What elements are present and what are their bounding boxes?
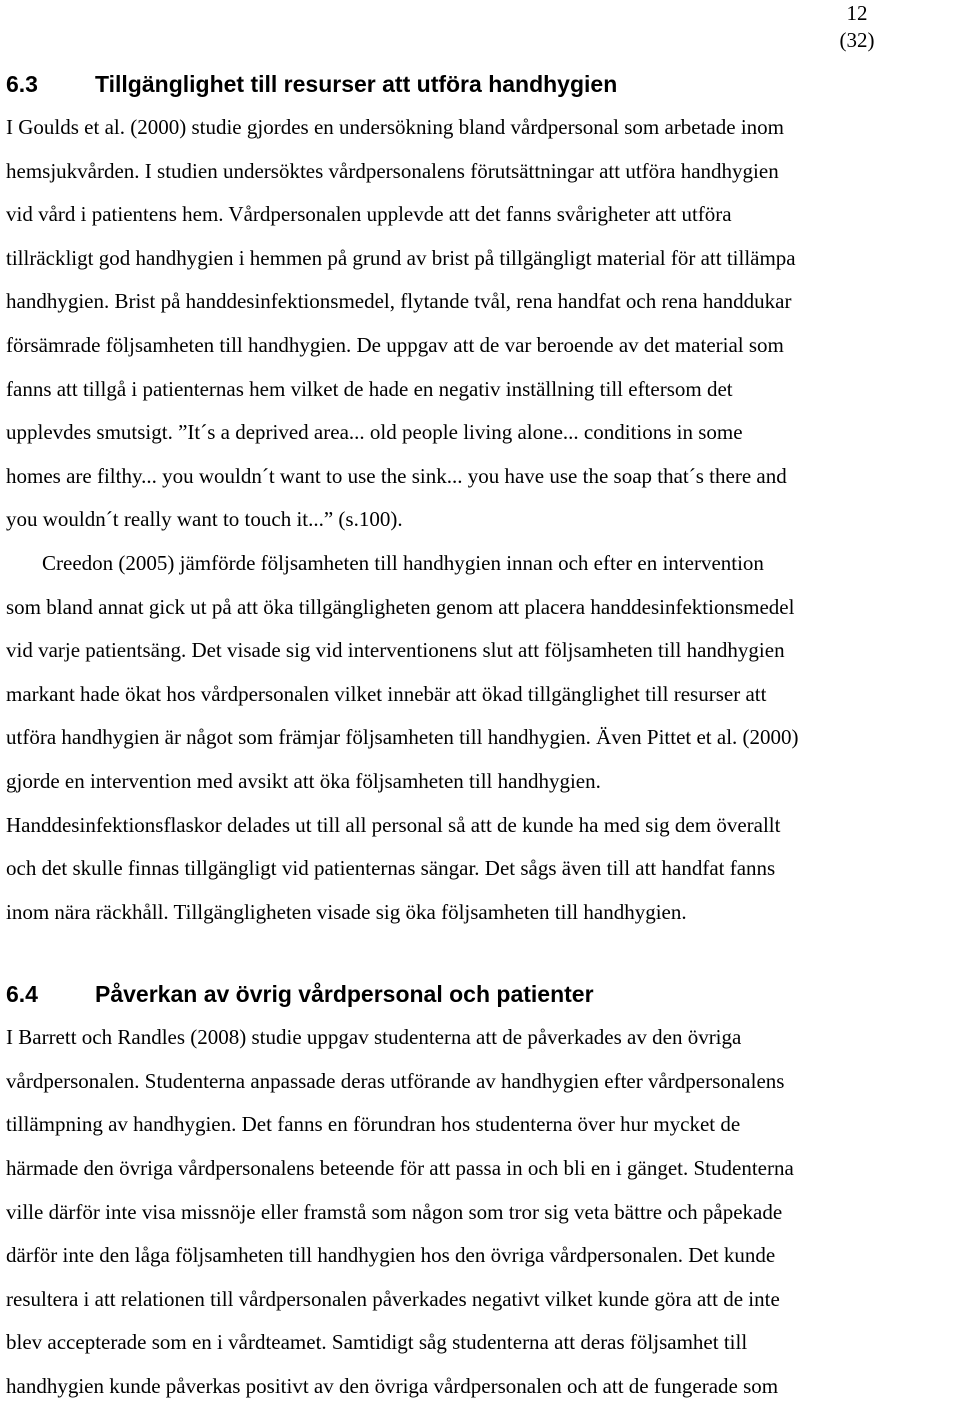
text-line: Handdesinfektionsflaskor delades ut till all personal så att de kunde ha med sig dem överallt bbox=[6, 812, 781, 837]
text-line: utföra handhygien är något som främjar följsamheten till handhygien. Även Pittet et al. (2000) bbox=[6, 725, 799, 750]
text-line: Creedon (2005) jämförde följsamheten till handhygien innan och efter en intervention bbox=[42, 550, 764, 575]
paragraph bbox=[6, 1016, 960, 1408]
text-line: gjorde en intervention med avsikt att öka följsamheten till handhygien. bbox=[6, 768, 601, 793]
text-line: inom nära räckhåll. Tillgängligheten visade sig öka följsamheten till handhygien. bbox=[6, 899, 687, 924]
page-number-current: 12 bbox=[846, 1, 868, 25]
text-line: handhygien kunde påverkas positivt av den övriga vårdpersonalen och att de fungerade som bbox=[6, 1374, 779, 1399]
text-line: homes are filthy... you wouldn´t want to use the sink... you have use the soap that´s there and bbox=[6, 463, 787, 488]
text-line: tillräckligt god handhygien i hemmen på grund av brist på tillgängligt material för att tillämpa bbox=[6, 245, 796, 270]
text-line: hemsjukvården. I studien undersöktes vårdpersonalens förutsättningar att utföra handhygien bbox=[6, 158, 779, 183]
text-line: försämrade följsamheten till handhygien. De uppgav att de var beroende av det material som bbox=[6, 332, 784, 357]
text-line: och det skulle finnas tillgängligt vid patienternas sängar. Det sågs även till att handfat fanns bbox=[6, 856, 776, 881]
text-line: som bland annat gick ut på att öka tillgängligheten genom att placera handdesinfektionsmedel bbox=[6, 594, 795, 619]
text-line: resultera i att relationen till vårdpersonalen påverkades negativt vilket kunde göra att de inte bbox=[6, 1286, 780, 1311]
page-number-total: (32) bbox=[839, 28, 875, 52]
text-line: vårdpersonalen. Studenterna anpassade deras utförande av handhygien efter vårdpersonalens bbox=[6, 1068, 785, 1093]
text-line: ville därför inte visa missnöje eller framstå som någon som tror sig veta bättre och påpekade bbox=[6, 1199, 783, 1224]
section-number: 6.4 bbox=[6, 981, 38, 1008]
section-title: Tillgänglighet till resurser att utföra handhygien bbox=[95, 71, 618, 97]
paragraph bbox=[6, 106, 960, 542]
text-line: you wouldn´t really want to touch it...” (s.100). bbox=[6, 507, 403, 532]
section-number: 6.3 bbox=[6, 71, 38, 97]
text-line: blev accepterade som en i vårdteamet. Samtidigt såg studenterna att deras följsamhet till bbox=[6, 1330, 748, 1355]
section-heading-6-4 bbox=[6, 972, 960, 1016]
text-line: I Barrett och Randles (2008) studie uppgav studenterna att de påverkades av den övriga bbox=[6, 1025, 742, 1050]
text-line: I Goulds et al. (2000) studie gjordes en undersökning bland vårdpersonal som arbetade inom bbox=[6, 115, 784, 139]
document-body bbox=[6, 62, 960, 1409]
section-heading-6-3 bbox=[6, 62, 960, 106]
section-title: Påverkan av övrig vårdpersonal och patienter bbox=[95, 981, 594, 1008]
paragraph bbox=[6, 542, 960, 934]
text-line: markant hade ökat hos vårdpersonalen vilket innebär att ökad tillgänglighet till resurser att bbox=[6, 681, 767, 706]
page-number bbox=[822, 0, 892, 54]
text-line: vid varje patientsäng. Det visade sig vid interventionens slut att följsamheten till handhygien bbox=[6, 638, 785, 663]
text-line: tillämpning av handhygien. Det fanns en förundran hos studenterna över hur mycket de bbox=[6, 1112, 741, 1137]
text-line: därför inte den låga följsamheten till handhygien hos den övriga vårdpersonalen. Det kunde bbox=[6, 1243, 776, 1268]
text-line: fanns att tillgå i patienternas hem vilket de hade en negativ inställning till eftersom det bbox=[6, 376, 733, 401]
text-line: härmade den övriga vårdpersonalens beteende för att passa in och bli en i gänget. Studenterna bbox=[6, 1156, 794, 1181]
text-line: upplevdes smutsigt. ”It´s a deprived area... old people living alone... conditions in some bbox=[6, 420, 743, 445]
text-line: vid vård i patientens hem. Vårdpersonalen upplevde att det fanns svårigheter att utföra bbox=[6, 202, 732, 227]
text-line: handhygien. Brist på handdesinfektionsmedel, flytande tvål, rena handfat och rena handdukar bbox=[6, 289, 792, 314]
section-spacer bbox=[6, 934, 960, 972]
